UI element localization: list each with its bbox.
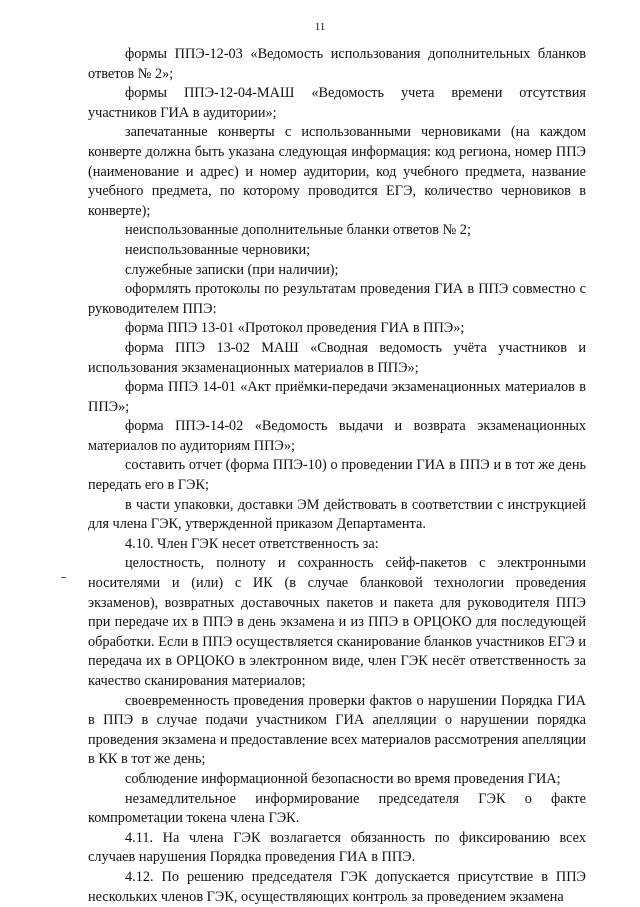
paragraph-memos: служебные записки (при наличии); [125, 261, 339, 278]
paragraph-info-security: соблюдение информационной безопасности во время проведения ГИА; [125, 770, 561, 787]
paragraph-form-ppe-13-02: форма ППЭ 13-02 МАШ «Сводная ведомость учёта участников и использования экзаменационных материалов в ППЭ»; [88, 339, 586, 376]
page-number: 11 [314, 21, 326, 33]
paragraph-protocols: оформлять протоколы по результатам проведения ГИА в ППЭ совместно с руководителем ППЭ: [88, 281, 586, 317]
paragraph-sealed-envelopes: запечатанные конверты с использованными черновиками (на каждом конверте должна быть указана следующая информация: код региона, номер ППЭ (наименование и адрес) и номер аудитории, код учебного предмета, название учебного предмета, по которому проводится ЕГЭ, количество черновиков в конверте); [88, 124, 586, 219]
section-heading-4-10: 4.10. Член ГЭК несет ответственность за: [125, 535, 379, 552]
document-body [88, 45, 586, 907]
paragraph-form-ppe-12-04: формы ППЭ-12-04-МАШ «Ведомость учета времени отсутствия участников ГИА в аудитории»; [88, 85, 586, 121]
paragraph-token-compromise: незамедлительное информирование председателя ГЭК о факте компрометации токена члена ГЭК. [88, 790, 586, 827]
paragraph-unused-drafts: неиспользованные черновики; [125, 241, 311, 258]
paragraph-integrity: целостность, полноту и сохранность сейф-пакетов с электронными носителями и (или) с ИК (в случае бланковой технологии проведения экзаменов), возвратных доставочных пакетов и пакета для руководителя ППЭ при передаче их в ППЭ в день экзамена и из ППЭ в ОРЦОКО для последующей обработки. Если в ППЭ осуществляется сканирование бланков участников ЕГЭ и передача их в ОРЦОКО в электронном виде, член ГЭК несёт ответственность за качество сканирования материалов; [88, 555, 586, 689]
paragraph-packaging: в части упаковки, доставки ЭМ действовать в соответствии с инструкцией для члена ГЭК, утвержденной приказом Департамента. [88, 496, 586, 533]
margin-mark [61, 577, 66, 578]
paragraph-report-ppe-10: составить отчет (форма ППЭ-10) о проведении ГИА в ППЭ и в тот же день передать его в ГЭК; [88, 457, 586, 494]
paragraph-violation-check: своевременность проведения проверки фактов о нарушении Порядка ГИА в ППЭ в случае подачи участником ГИА апелляции о нарушении порядка проведения экзамена и предоставление всех материалов рассмотрения апелляции в КК в тот же день; [88, 692, 587, 768]
paragraph-unused-answer-forms: неиспользованные дополнительные бланки ответов № 2; [125, 222, 471, 239]
section-4-11: 4.11. На члена ГЭК возлагается обязанность по фиксированию всех случаев нарушения Порядка проведения ГИА в ППЭ. [88, 829, 586, 866]
paragraph-form-ppe-14-02: форма ППЭ-14-02 «Ведомость выдачи и возврата экзаменационных материалов по аудиториям ППЭ»; [88, 418, 586, 454]
section-4-12: 4.12. По решению председателя ГЭК допускается присутствие в ППЭ нескольких членов ГЭК, осуществляющих контроль за проведением экзамена [88, 868, 586, 905]
paragraph-form-ppe-14-01: форма ППЭ 14-01 «Акт приёмки-передачи экзаменационных материалов в ППЭ»; [88, 379, 586, 415]
paragraph-form-ppe-12-03: формы ППЭ-12-03 «Ведомость использования дополнительных бланков ответов № 2»; [88, 46, 586, 82]
paragraph-form-ppe-13-01: форма ППЭ 13-01 «Протокол проведения ГИА в ППЭ»; [125, 320, 465, 337]
